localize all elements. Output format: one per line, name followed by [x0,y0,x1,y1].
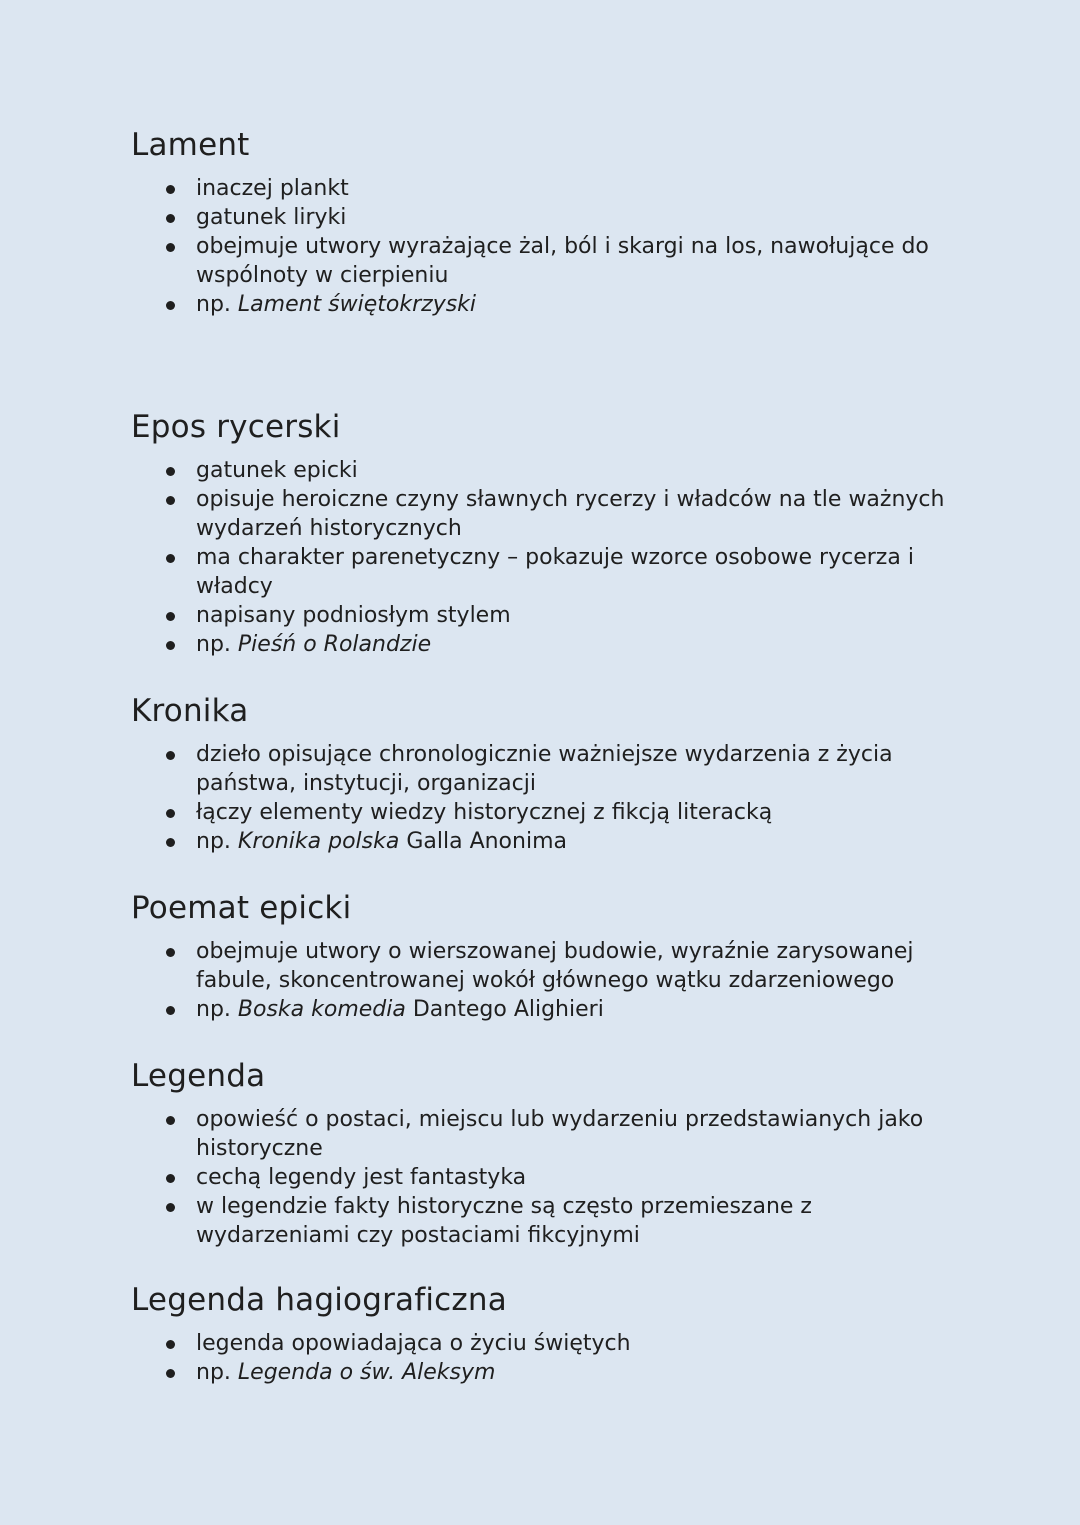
list-item: np. Pieśń o Rolandzie [131,630,951,659]
section-lament [131,126,951,319]
list-item: np. Kronika polska Galla Anonima [131,827,951,856]
list-item: obejmuje utwory o wierszowanej budowie, wyraźnie zarysowanej fabule, skoncentrowanej wokół głównego wątku zdarzeniowego [131,937,951,995]
list-item: gatunek epicki [131,456,951,485]
list-item: np. Lament świętokrzyski [131,290,951,319]
work-title: Pieśń o Rolandzie [237,632,432,657]
list-item: w legendzie fakty historyczne są często przemieszane z wydarzeniami czy postaciami fikcyjnymi [131,1192,951,1250]
bullet-list [131,174,951,319]
section-heading: Epos rycerski [131,409,341,445]
work-title: Legenda o św. Aleksym [237,1360,496,1385]
bullet-icon [166,467,175,476]
bullet-list [131,1105,951,1250]
section-heading: Poemat epicki [131,890,352,926]
bullet-icon [166,1369,175,1378]
bullet-icon [166,751,175,760]
list-item: obejmuje utwory wyrażające żal, ból i skargi na los, nawołujące do wspólnoty w cierpieniu [131,232,951,290]
list-item: opowieść o postaci, miejscu lub wydarzeniu przedstawianych jako historyczne [131,1105,951,1163]
list-item: inaczej plankt [131,174,951,203]
bullet-icon [166,496,175,505]
bullet-icon [166,838,175,847]
list-item: np. Legenda o św. Aleksym [131,1358,951,1387]
section-heading: Kronika [131,693,249,729]
bullet-icon [166,809,175,818]
bullet-icon [166,185,175,194]
bullet-icon [166,1006,175,1015]
bullet-icon [166,243,175,252]
section-legenda-hagiograficzna [131,1281,951,1387]
bullet-icon [166,1340,175,1349]
section-heading: Legenda [131,1058,266,1094]
list-item: np. Boska komedia Dantego Alighieri [131,995,951,1024]
bullet-list [131,740,951,856]
bullet-icon [166,301,175,310]
section-legenda [131,1057,951,1250]
bullet-icon [166,554,175,563]
work-title: Kronika polska [237,829,400,854]
bullet-icon [166,641,175,650]
bullet-icon [166,214,175,223]
bullet-list [131,456,951,659]
bullet-icon [166,948,175,957]
list-item: napisany podniosłym stylem [131,601,951,630]
work-title: Lament świętokrzyski [237,292,477,317]
section-kronika [131,692,951,856]
list-item: legenda opowiadająca o życiu świętych [131,1329,951,1358]
work-title: Boska komedia [237,997,406,1022]
list-item: gatunek liryki [131,203,951,232]
list-item: ma charakter parenetyczny – pokazuje wzorce osobowe rycerza i władcy [131,543,951,601]
bullet-list [131,1329,951,1387]
section-poemat-epicki [131,889,951,1024]
section-heading: Legenda hagiograficzna [131,1282,507,1318]
bullet-icon [166,1174,175,1183]
bullet-icon [166,1203,175,1212]
bullet-list [131,937,951,1024]
section-heading: Lament [131,127,250,163]
bullet-icon [166,1116,175,1125]
bullet-icon [166,612,175,621]
list-item: dzieło opisujące chronologicznie ważniejsze wydarzenia z życia państwa, instytucji, organizacji [131,740,951,798]
section-epos-rycerski [131,408,951,659]
list-item: opisuje heroiczne czyny sławnych rycerzy i władców na tle ważnych wydarzeń historycznych [131,485,951,543]
list-item: łączy elementy wiedzy historycznej z fikcją literacką [131,798,951,827]
list-item: cechą legendy jest fantastyka [131,1163,951,1192]
